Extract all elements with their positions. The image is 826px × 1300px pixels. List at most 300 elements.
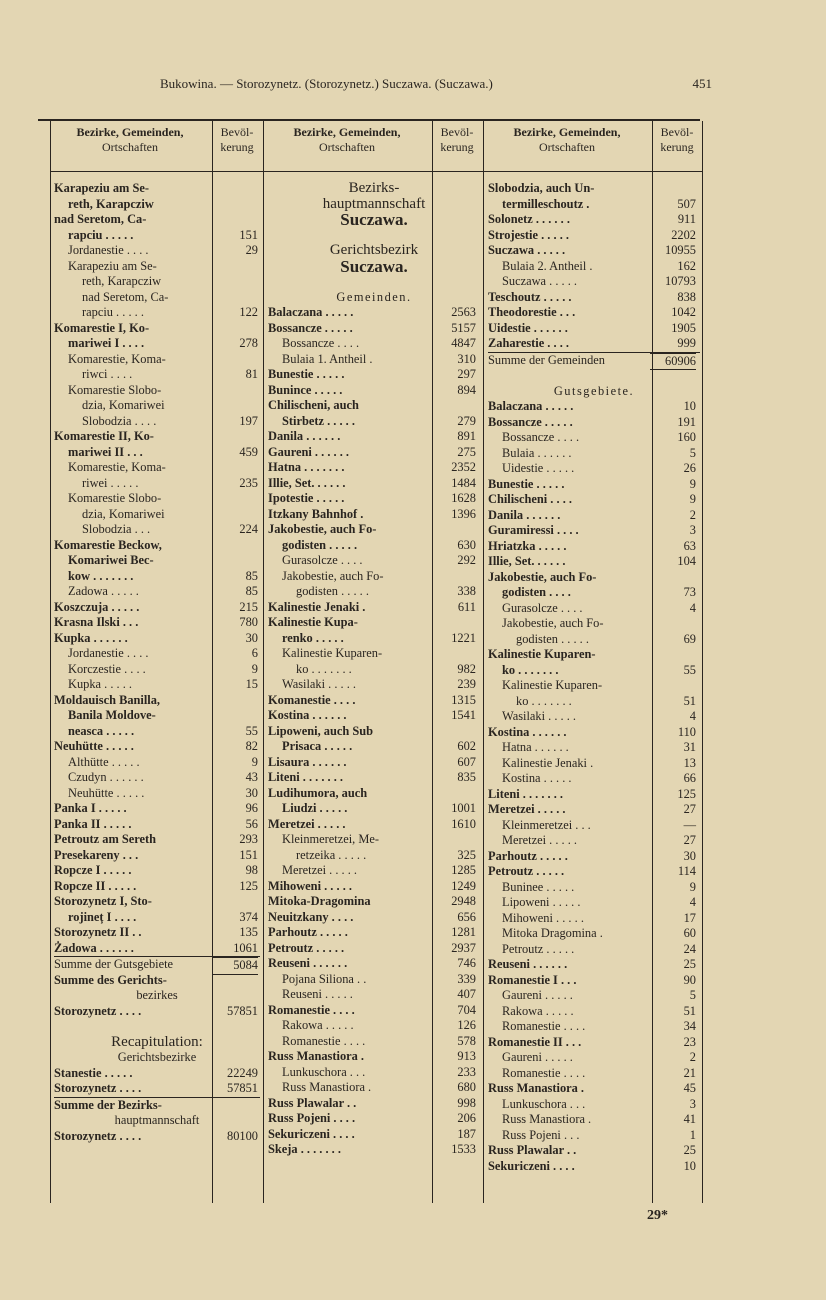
place-name: Danila . . . . . . bbox=[488, 507, 561, 522]
place-name: Russ Manastiora . bbox=[268, 1049, 365, 1063]
population-value: 2948 bbox=[451, 894, 476, 908]
place-name: Neuhütte . . . . . bbox=[68, 785, 145, 800]
population-value: 43 bbox=[245, 770, 258, 784]
table-row bbox=[54, 832, 260, 848]
place-name: Petroutz am Sereth bbox=[54, 832, 157, 846]
place-name: Kupka . . . . . bbox=[68, 677, 133, 691]
table-row bbox=[268, 553, 480, 569]
table-row bbox=[268, 1127, 480, 1143]
place-name: Jordanestie . . . . bbox=[68, 243, 149, 257]
table-row bbox=[488, 1035, 700, 1051]
table-row bbox=[54, 243, 260, 259]
population-value: 34 bbox=[683, 1019, 696, 1033]
place-name: Chilischeni . . . . bbox=[488, 492, 572, 506]
table-row bbox=[488, 1159, 700, 1175]
place-name: Suczawa . . . . . bbox=[488, 243, 566, 257]
population-value: 10 bbox=[683, 399, 696, 413]
table-row bbox=[268, 724, 480, 740]
table-row bbox=[488, 1112, 700, 1128]
population-value: 338 bbox=[457, 584, 476, 598]
place-name: Gerichtsbezirk bbox=[329, 242, 419, 258]
table-row bbox=[488, 833, 700, 849]
place-name: Reuseni . . . . . bbox=[282, 987, 353, 1001]
population-value: 110 bbox=[677, 724, 696, 739]
population-value: 1315 bbox=[451, 692, 476, 707]
table-row bbox=[488, 1066, 700, 1082]
table-row bbox=[488, 988, 700, 1004]
table-row bbox=[268, 801, 480, 817]
col3-name-header-bold: Bezirke, Gemeinden, bbox=[513, 125, 621, 139]
table-row bbox=[488, 1143, 700, 1159]
column-divider bbox=[263, 121, 264, 1203]
table-row bbox=[54, 662, 260, 678]
place-name: Sekuriczeni . . . . bbox=[268, 1126, 355, 1141]
column-divider bbox=[483, 121, 484, 1203]
population-value: 5157 bbox=[451, 320, 476, 335]
population-value: 22249 bbox=[227, 1065, 258, 1080]
place-name: Gurasolcze . . . . bbox=[502, 600, 583, 615]
table-row bbox=[54, 460, 260, 476]
table-row bbox=[54, 956, 260, 973]
population-value: 1396 bbox=[451, 506, 476, 521]
table-row bbox=[488, 802, 700, 818]
population-value: 151 bbox=[239, 847, 258, 862]
population-value: 2563 bbox=[451, 305, 476, 319]
place-name: Panka II . . . . . bbox=[54, 816, 132, 831]
table-row bbox=[54, 941, 260, 957]
table-row bbox=[54, 801, 260, 817]
table-row bbox=[268, 1065, 480, 1081]
place-name: Lipoweni, auch Sub bbox=[268, 723, 374, 738]
population-value: 63 bbox=[683, 538, 696, 553]
place-name: Suczawa . . . . . bbox=[502, 274, 578, 288]
population-value: 27 bbox=[683, 802, 696, 816]
table-row bbox=[268, 600, 480, 616]
table-row bbox=[488, 1128, 700, 1144]
place-name: reth, Karapcziw bbox=[68, 196, 154, 211]
place-name: Mitoka Dragomina . bbox=[502, 926, 603, 940]
table-row bbox=[488, 942, 700, 958]
col1-name-header-bold: Bezirke, Gemeinden, bbox=[76, 125, 184, 139]
population-value: 126 bbox=[457, 1018, 476, 1032]
population-value: 206 bbox=[457, 1111, 476, 1125]
table-row bbox=[488, 1019, 700, 1035]
table-row bbox=[268, 925, 480, 941]
population-value: 3 bbox=[689, 523, 696, 537]
table-row bbox=[268, 987, 480, 1003]
place-name: Zadowa . . . . . bbox=[68, 584, 139, 598]
table-row bbox=[488, 911, 700, 927]
population-value: 187 bbox=[457, 1126, 476, 1141]
place-name: Kostina . . . . . bbox=[502, 771, 572, 785]
table-row bbox=[268, 429, 480, 445]
table-row bbox=[54, 1097, 260, 1114]
place-name: rojineț I . . . . bbox=[68, 909, 137, 924]
place-name: ko . . . . . . . bbox=[516, 693, 572, 708]
table-row bbox=[54, 274, 260, 290]
table-row bbox=[54, 445, 260, 461]
table-row bbox=[54, 476, 260, 492]
place-name: Teschoutz . . . . . bbox=[488, 289, 572, 304]
place-name: Storozynetz II . . bbox=[54, 925, 142, 939]
population-value: 9 bbox=[251, 661, 258, 676]
table-row bbox=[54, 988, 260, 1004]
place-name: Karapeziu am Se- bbox=[68, 258, 157, 273]
place-name: Romanestie I . . . bbox=[488, 972, 577, 987]
population-value: 55 bbox=[245, 723, 258, 738]
place-name: nad Seretom, Ca- bbox=[54, 212, 147, 226]
population-value: 122 bbox=[239, 305, 258, 319]
table-row bbox=[268, 181, 480, 197]
place-name: Meretzei . . . . . bbox=[268, 816, 346, 831]
place-name: mariwei II . . . bbox=[68, 444, 143, 459]
place-name: Gaureni . . . . . bbox=[502, 988, 573, 1002]
population-value: 31 bbox=[683, 740, 696, 754]
table-row bbox=[268, 739, 480, 755]
table-row bbox=[54, 228, 260, 244]
table-row bbox=[488, 570, 700, 586]
population-value: 911 bbox=[677, 212, 696, 226]
population-value: 680 bbox=[457, 1080, 476, 1094]
place-name: hauptmannschaft bbox=[114, 1113, 200, 1127]
population-value: 656 bbox=[457, 909, 476, 924]
place-name: Kalinestie Kuparen- bbox=[502, 678, 603, 692]
table-row bbox=[268, 1111, 480, 1127]
col2-name-header bbox=[264, 125, 430, 167]
table-row bbox=[488, 508, 700, 524]
table-row bbox=[488, 756, 700, 772]
population-value: 838 bbox=[677, 289, 696, 304]
table-row bbox=[268, 894, 480, 910]
column-1 bbox=[54, 181, 260, 1203]
col1-pop-header-l2: kerung bbox=[220, 140, 254, 154]
place-name: Koszczuja . . . . . bbox=[54, 599, 140, 614]
population-value: 66 bbox=[683, 771, 696, 785]
place-name: Lisaura . . . . . . bbox=[268, 754, 347, 769]
population-value: 459 bbox=[239, 444, 258, 459]
place-name: dzia, Komariwei bbox=[82, 506, 165, 521]
population-value: 1042 bbox=[671, 305, 696, 319]
place-name: godisten . . . . . bbox=[296, 584, 369, 598]
place-name: Petroutz . . . . . bbox=[268, 940, 345, 955]
place-name: Komanestie . . . . bbox=[268, 692, 356, 707]
table-row bbox=[268, 848, 480, 864]
table-row bbox=[268, 383, 480, 399]
population-value: 24 bbox=[683, 941, 696, 956]
page-number: 451 bbox=[692, 76, 712, 91]
population-value: 235 bbox=[239, 475, 258, 490]
place-name: Slobodzia . . . . bbox=[82, 413, 157, 428]
population-value: 26 bbox=[683, 461, 696, 475]
place-name: Bulaia . . . . . . bbox=[502, 445, 572, 460]
population-value: 2937 bbox=[451, 940, 476, 955]
place-name: Liteni . . . . . . . bbox=[268, 770, 344, 784]
place-name: riwci . . . . bbox=[82, 367, 133, 381]
place-name: termilleschoutz . bbox=[502, 196, 590, 211]
place-name: Gurasolcze . . . . bbox=[282, 553, 363, 567]
table-row bbox=[54, 1019, 260, 1035]
place-name: Parhoutz . . . . . bbox=[268, 925, 348, 939]
place-name: Mihoweni . . . . . bbox=[502, 910, 584, 925]
population-value: 125 bbox=[677, 786, 696, 801]
place-name: Russ Pojeni . . . . bbox=[268, 1111, 356, 1125]
place-name: renko . . . . . bbox=[282, 630, 344, 645]
population-value: 125 bbox=[239, 878, 258, 893]
place-name: Komarestie, Koma- bbox=[68, 351, 166, 366]
place-name: ko . . . . . . . bbox=[296, 661, 352, 676]
table-row bbox=[488, 368, 700, 384]
population-value: 45 bbox=[683, 1081, 696, 1095]
population-value: 1484 bbox=[451, 475, 476, 490]
table-row bbox=[488, 446, 700, 462]
table-row bbox=[54, 553, 260, 569]
population-value: 9 bbox=[251, 754, 258, 769]
place-name: Suczawa. bbox=[340, 210, 408, 229]
population-value: 135 bbox=[239, 925, 258, 939]
table-row bbox=[54, 197, 260, 213]
population-value: 73 bbox=[683, 585, 696, 599]
place-name: Kalinestie Kupa- bbox=[268, 615, 358, 629]
population-value: 913 bbox=[457, 1049, 476, 1063]
table-row bbox=[268, 1003, 480, 1019]
table-row bbox=[488, 415, 700, 431]
table-row bbox=[268, 321, 480, 337]
table-row bbox=[54, 615, 260, 631]
place-name: Żadowa . . . . . . bbox=[54, 940, 134, 955]
table-row bbox=[54, 522, 260, 538]
place-name: Recapitulation: bbox=[111, 1033, 203, 1050]
population-value: 56 bbox=[245, 816, 258, 831]
population-value: 704 bbox=[457, 1002, 476, 1017]
population-value: 3 bbox=[689, 1096, 696, 1111]
place-name: Kalinestie Jenaki . bbox=[502, 755, 594, 770]
population-value: 1610 bbox=[451, 816, 476, 831]
place-name: Bunestie . . . . . bbox=[488, 476, 565, 491]
place-name: Summe des Gerichts- bbox=[54, 972, 167, 987]
table-row bbox=[54, 693, 260, 709]
place-name: Liteni . . . . . . . bbox=[488, 786, 564, 801]
place-name: Ropcze I . . . . . bbox=[54, 863, 132, 877]
table-row bbox=[488, 694, 700, 710]
table-row bbox=[268, 708, 480, 724]
table-row bbox=[488, 305, 700, 321]
place-name: Russ Manastiora . bbox=[488, 1081, 585, 1095]
place-name: hauptmannschaft bbox=[322, 195, 426, 212]
table-row bbox=[488, 181, 700, 197]
place-name: Ludihumora, auch bbox=[268, 785, 368, 800]
col2-pop-header-l2: kerung bbox=[440, 140, 474, 154]
place-name: Czudyn . . . . . . bbox=[68, 770, 144, 784]
population-value: 25 bbox=[683, 1143, 696, 1157]
place-name: Bunestie . . . . . bbox=[268, 367, 345, 381]
population-value: 51 bbox=[683, 693, 696, 708]
table-row bbox=[488, 632, 700, 648]
place-name: Balaczana . . . . . bbox=[488, 399, 574, 413]
place-name: Prisaca . . . . . bbox=[282, 739, 353, 753]
table-row bbox=[488, 399, 700, 415]
place-name: Petroutz . . . . . bbox=[488, 864, 565, 878]
col2-pop-header bbox=[432, 125, 482, 167]
table-row bbox=[268, 538, 480, 554]
table-row bbox=[54, 1050, 260, 1066]
place-name: Gerichtsbezirke bbox=[117, 1050, 197, 1064]
table-row bbox=[54, 290, 260, 306]
population-value: 41 bbox=[683, 1112, 696, 1126]
place-name: Gemeinden. bbox=[336, 289, 412, 304]
place-name: Illie, Set. . . . . . bbox=[268, 475, 346, 490]
table-row bbox=[54, 755, 260, 771]
place-name: Bulaia 2. Antheil . bbox=[502, 258, 593, 273]
table-row bbox=[488, 647, 700, 663]
population-value: 1541 bbox=[451, 708, 476, 722]
col3-name-header bbox=[484, 125, 650, 167]
table-row bbox=[54, 817, 260, 833]
population-value: 13 bbox=[683, 755, 696, 770]
population-value: 4 bbox=[689, 600, 696, 615]
table-row bbox=[54, 708, 260, 724]
table-row bbox=[268, 770, 480, 786]
place-name: Summe der Bezirks- bbox=[54, 1097, 162, 1112]
col3-pop-header-l2: kerung bbox=[660, 140, 694, 154]
table-row bbox=[54, 925, 260, 941]
place-name: ko . . . . . . . bbox=[502, 662, 559, 677]
population-value: 27 bbox=[683, 833, 696, 847]
place-name: Russ Manastiora . bbox=[282, 1080, 372, 1094]
place-name: Russ Manastiora . bbox=[502, 1112, 592, 1126]
place-name: Summe der Gemeinden bbox=[488, 352, 605, 367]
population-value: 9 bbox=[689, 492, 696, 506]
table-row bbox=[54, 352, 260, 368]
place-name: Rakowa . . . . . bbox=[502, 1003, 574, 1018]
table-row bbox=[54, 600, 260, 616]
place-name: Wasilaki . . . . . bbox=[502, 709, 577, 723]
population-value: 81 bbox=[245, 367, 258, 381]
table-row bbox=[54, 677, 260, 693]
population-value: 17 bbox=[683, 910, 696, 925]
population-value: 57851 bbox=[227, 1081, 258, 1095]
population-value: 2 bbox=[689, 507, 696, 522]
population-value: 507 bbox=[677, 196, 696, 211]
population-value: 55 bbox=[683, 662, 696, 677]
table-row bbox=[54, 1004, 260, 1020]
place-name: Althütte . . . . . bbox=[68, 754, 140, 769]
place-name: Bezirks- bbox=[348, 180, 400, 196]
table-row bbox=[488, 384, 700, 400]
place-name: kow . . . . . . . bbox=[68, 568, 134, 583]
table-row bbox=[54, 1035, 260, 1051]
table-row bbox=[268, 367, 480, 383]
table-row bbox=[54, 507, 260, 523]
place-name: Kostina . . . . . . bbox=[488, 724, 567, 739]
place-name: Gaureni . . . . . . bbox=[268, 444, 350, 459]
table-row bbox=[488, 554, 700, 570]
population-value: 4847 bbox=[451, 336, 476, 350]
header-rule bbox=[50, 171, 702, 172]
table-row bbox=[488, 957, 700, 973]
table-row bbox=[488, 663, 700, 679]
table-row bbox=[54, 212, 260, 228]
population-value: 9 bbox=[689, 879, 696, 894]
table-row bbox=[268, 646, 480, 662]
table-row bbox=[488, 336, 700, 352]
table-row bbox=[54, 584, 260, 600]
place-name: Illie, Set. . . . . . bbox=[488, 554, 566, 568]
col3-name-header-sub: Ortschaften bbox=[539, 140, 595, 154]
place-name: Gaureni . . . . . bbox=[502, 1050, 573, 1064]
place-name: godisten . . . . bbox=[502, 585, 571, 599]
place-name: godisten . . . . . bbox=[516, 631, 589, 646]
place-name: Petroutz . . . . . bbox=[502, 941, 575, 956]
population-value: 325 bbox=[457, 847, 476, 862]
place-name: Russ Plawalar . . bbox=[488, 1143, 577, 1157]
table-row bbox=[54, 1129, 260, 1145]
table-row bbox=[488, 1004, 700, 1020]
table-row bbox=[488, 709, 700, 725]
place-name: Jakobestie, auch Fo- bbox=[268, 522, 377, 536]
table-row bbox=[268, 1142, 480, 1158]
table-row bbox=[54, 569, 260, 585]
table-row bbox=[268, 336, 480, 352]
population-value: 4 bbox=[689, 895, 696, 909]
header-title: Bukowina. — Storozynetz. (Storozynetz.) Suczawa. (Suczawa.) bbox=[160, 76, 493, 91]
table-row bbox=[488, 1050, 700, 1066]
place-name: Lunkuschora . . . bbox=[502, 1096, 586, 1111]
table-row bbox=[488, 259, 700, 275]
place-name: Bossancze . . . . . bbox=[488, 414, 573, 429]
place-name: Presekareny . . . bbox=[54, 847, 139, 862]
population-value: 2352 bbox=[451, 460, 476, 474]
table-row bbox=[54, 879, 260, 895]
population-value: 1249 bbox=[451, 878, 476, 893]
place-name: Jordanestie . . . . bbox=[68, 646, 149, 660]
table-row bbox=[54, 631, 260, 647]
place-name: riwei . . . . . bbox=[82, 475, 139, 490]
population-value: 4 bbox=[689, 709, 696, 723]
population-value: 407 bbox=[457, 987, 476, 1001]
population-value: 1905 bbox=[671, 320, 696, 335]
table-row bbox=[268, 460, 480, 476]
table-row bbox=[268, 398, 480, 414]
table-row bbox=[488, 725, 700, 741]
table-row bbox=[268, 786, 480, 802]
place-name: Mitoka-Dragomina bbox=[268, 894, 371, 908]
table-row bbox=[268, 290, 480, 306]
place-name: Sekuriczeni . . . . bbox=[488, 1158, 575, 1173]
place-name: Romanestie . . . . bbox=[268, 1002, 355, 1017]
table-row bbox=[54, 646, 260, 662]
place-name: Kalinestie Kuparen- bbox=[488, 647, 596, 661]
place-name: dzia, Komariwei bbox=[82, 398, 165, 412]
population-value: 5084 bbox=[212, 957, 258, 975]
place-name: Meretzei . . . . . bbox=[502, 833, 578, 847]
place-name: rapciu . . . . . bbox=[68, 227, 134, 242]
population-value: 10955 bbox=[665, 243, 696, 257]
population-value: 30 bbox=[683, 848, 696, 863]
population-value: 69 bbox=[683, 631, 696, 646]
place-name: Chilischeni, auch bbox=[268, 398, 359, 412]
population-value: 10793 bbox=[665, 274, 696, 288]
place-name: rapciu . . . . . bbox=[82, 305, 144, 319]
population-value: 191 bbox=[677, 414, 696, 429]
col3-pop-header-l1: Bevöl- bbox=[660, 125, 694, 139]
place-name: Russ Pojeni . . . bbox=[502, 1127, 580, 1142]
table-row bbox=[268, 584, 480, 600]
table-row bbox=[488, 849, 700, 865]
column-divider bbox=[702, 121, 703, 1203]
population-value: 30 bbox=[245, 630, 258, 645]
table-row bbox=[268, 414, 480, 430]
column-divider bbox=[50, 121, 51, 1203]
